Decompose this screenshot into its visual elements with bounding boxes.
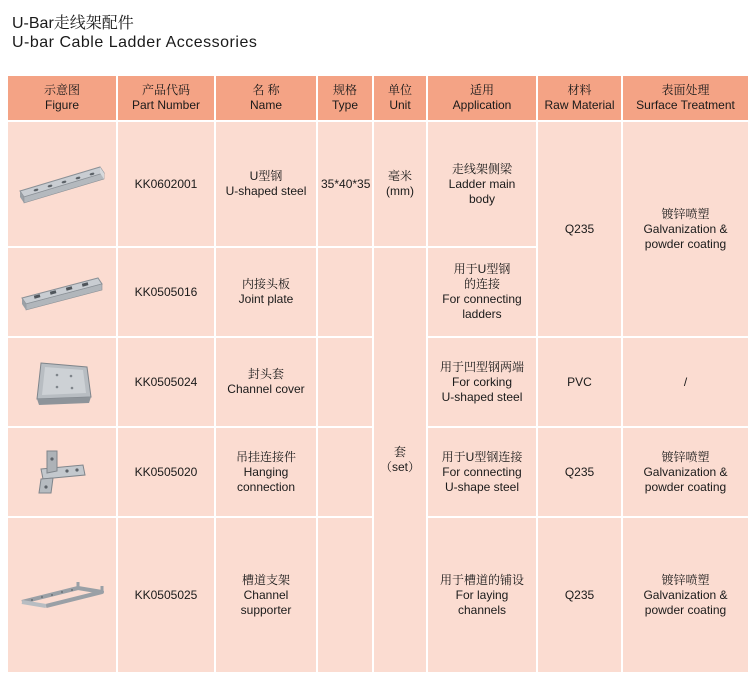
header-application: 适用 Application xyxy=(427,75,537,121)
table-row xyxy=(7,121,749,247)
name-cell: U型钢 U-shaped steel xyxy=(215,121,317,247)
u-shaped-steel-image xyxy=(16,159,108,209)
header-name: 名 称 Name xyxy=(215,75,317,121)
part-number-cell: KK0505025 xyxy=(117,517,215,673)
hanging-connection-image xyxy=(27,447,97,497)
part-number-cell: KK0505016 xyxy=(117,247,215,337)
type-cell: 35*40*35 xyxy=(317,121,373,247)
page-title-cn: U-Bar走线架配件 xyxy=(12,15,134,32)
header-figure: 示意图 Figure xyxy=(7,75,117,121)
surface-cell: / xyxy=(622,337,749,427)
material-cell: PVC xyxy=(537,337,622,427)
type-cell-empty xyxy=(317,337,373,427)
type-cell-empty xyxy=(317,247,373,337)
application-cell: 走线架侧梁 Ladder main body xyxy=(427,121,537,247)
name-cell: 封头套 Channel cover xyxy=(215,337,317,427)
surface-cell-shared: 镀锌喷塑 Galvanization & powder coating xyxy=(622,121,749,337)
figure-hanging-connection xyxy=(7,427,117,517)
material-cell-shared: Q235 xyxy=(537,121,622,337)
name-cell: 槽道支架 Channel supporter xyxy=(215,517,317,673)
part-number-cell: KK0602001 xyxy=(117,121,215,247)
accessories-table xyxy=(6,74,750,674)
channel-cover-image xyxy=(27,357,97,407)
header-type: 规格 Type xyxy=(317,75,373,121)
header-unit: 单位 Unit xyxy=(373,75,427,121)
figure-channel-supporter xyxy=(7,517,117,673)
part-number-cell: KK0505020 xyxy=(117,427,215,517)
header-raw-material: 材料 Raw Material xyxy=(537,75,622,121)
figure-u-shaped-steel xyxy=(7,121,117,247)
name-cell: 吊挂连接件 Hanging connection xyxy=(215,427,317,517)
channel-supporter-image xyxy=(16,570,108,620)
surface-cell: 镀锌喷塑 Galvanization & powder coating xyxy=(622,427,749,517)
part-number-cell: KK0505024 xyxy=(117,337,215,427)
application-cell: 用于凹型钢两端 For corking U-shaped steel xyxy=(427,337,537,427)
name-cell: 内接头板 Joint plate xyxy=(215,247,317,337)
header-surface-treatment: 表面处理 Surface Treatment xyxy=(622,75,749,121)
type-cell-empty xyxy=(317,427,373,517)
header-part-number: 产品代码 Part Number xyxy=(117,75,215,121)
figure-joint-plate xyxy=(7,247,117,337)
type-cell-empty xyxy=(317,517,373,673)
surface-cell: 镀锌喷塑 Galvanization & powder coating xyxy=(622,517,749,673)
unit-cell-mm: 毫米 (mm) xyxy=(373,121,427,247)
application-cell: 用于槽道的铺设 For laying channels xyxy=(427,517,537,673)
material-cell: Q235 xyxy=(537,517,622,673)
page-title-en: U-bar Cable Ladder Accessories xyxy=(12,34,258,51)
unit-cell-set: 套 （set） xyxy=(373,247,427,673)
application-cell: 用于U型钢 的连接 For connecting ladders xyxy=(427,247,537,337)
header-row xyxy=(7,75,749,121)
application-cell: 用于U型钢连接 For connecting U-shape steel xyxy=(427,427,537,517)
material-cell: Q235 xyxy=(537,427,622,517)
figure-channel-cover xyxy=(7,337,117,427)
joint-plate-image xyxy=(16,270,108,314)
